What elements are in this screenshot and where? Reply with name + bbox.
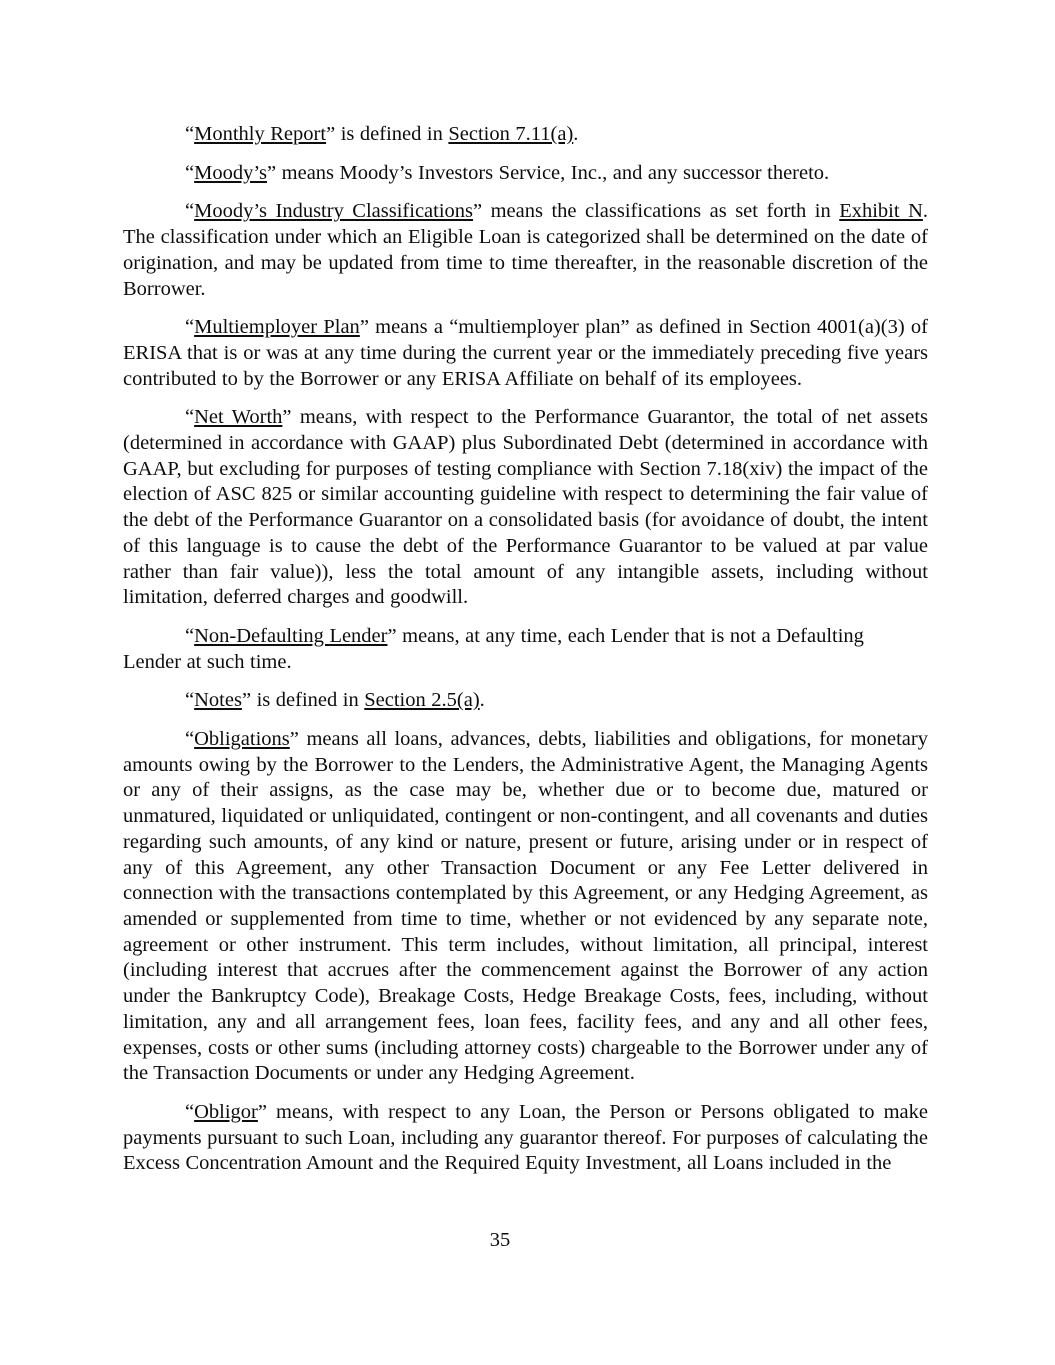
paragraph-text: . xyxy=(479,689,485,712)
definition-paragraph-7 xyxy=(123,688,928,714)
definition-paragraph-2 xyxy=(123,161,928,187)
definition-paragraph-4 xyxy=(123,315,928,392)
paragraph-text: ” means all loans, advances, debts, liabilities and obligations, for monetary amounts owing by the Borrower to the Lenders, the Administrative Agent, the Managing Agents or any of their assigns, as the case may be, whether due or to become due, matured or unmatured, liquidated or unliquidated, contingent or non-contingent, and all covenants and duties regarding such amounts, of any kind or nature, present or future, arising under or in respect of any of this Agreement, any other Transaction Document or any Fee Letter delivered in connection with the transactions contemplated by this Agreement, or any Hedging Agreement, as amended or supplemented from time to time, whether or not evidenced by any separate note, agreement or other instrument. This term includes, without limitation, all principal, interest (including interest that accrues after the commencement against the Borrower of any action under the Bankruptcy Code), Breakage Costs, Hedge Breakage Costs, fees, including, without limitation, any and all arrangement fees, loan fees, facility fees, and any and all other fees, expenses, costs or other sums (including attorney costs) chargeable to the Borrower under any of the Transaction Documents or under any Hedging Agreement. xyxy=(123,728,928,1085)
defined-term: Section 2.5(a) xyxy=(364,689,480,712)
defined-term: Exhibit N xyxy=(839,200,923,223)
paragraph-text: ” means, with respect to the Performance Guarantor, the total of net assets (determined in accordance with GAAP) plus Subordinated Debt (determined in accordance with GAAP, but excluding for purposes of testing compliance with Section 7.18(xiv) the impact of the election of ASC 825 or similar accounting guideline with respect to determining the fair value of the debt of the Performance Guarantor on a consolidated basis (for avoidance of doubt, the intent of this language is to cause the debt of the Performance Guarantor to be valued at par value rather than fair value)), less the total amount of any intangible assets, including without limitation, deferred charges and goodwill. xyxy=(123,406,928,609)
paragraph-text: ” means the classifications as set forth in xyxy=(473,200,840,223)
paragraph-text: “ xyxy=(185,200,195,223)
definition-paragraph-6 xyxy=(123,624,928,675)
paragraph-text: ” means a “multiemployer plan” as defined in Section 4001(a)(3) of ERISA that is or was at any time during the current year or the immediately preceding five years contributed to by the Borrower or any ERISA Affiliate on behalf of its employees. xyxy=(123,316,928,390)
paragraph-text: . The classification under which an Eligible Loan is categorized shall be determined on the date of origination, and may be updated from time to time thereafter, in the reasonable discretion of the Borrower. xyxy=(123,200,928,300)
document-body xyxy=(123,122,928,1190)
defined-term: Obligor xyxy=(194,1100,258,1123)
paragraph-text: “ xyxy=(185,1100,195,1123)
definition-paragraph-8 xyxy=(123,727,928,1087)
paragraph-text: Lender at such time. xyxy=(123,650,292,673)
definition-paragraph-3 xyxy=(123,199,928,302)
paragraph-text: ” is defined in xyxy=(241,689,365,712)
defined-term: Monthly Report xyxy=(194,123,327,145)
defined-term: Multiemployer Plan xyxy=(194,316,360,339)
defined-term: Moody’s Industry Classifications xyxy=(194,200,474,223)
defined-term: Non-Defaulting Lender xyxy=(194,624,388,647)
paragraph-text: “ xyxy=(185,316,195,339)
definition-paragraph-1 xyxy=(123,122,928,148)
defined-term: Moody’s xyxy=(194,161,268,184)
paragraph-text: ” means, at any time, each Lender that is not a Defaulting xyxy=(387,624,864,647)
paragraph-text: “ xyxy=(185,406,195,429)
paragraph-text: ” means, with respect to any Loan, the Person or Persons obligated to make payments pursuant to such Loan, including any guarantor thereof. For purposes of calculating the Excess Concentration Amount and the Required Equity Investment, all Loans included in the xyxy=(123,1100,928,1175)
defined-term: Net Worth xyxy=(194,406,283,429)
definition-paragraph-9 xyxy=(123,1100,928,1177)
paragraph-text: “ xyxy=(185,161,195,184)
paragraph-text: ” means Moody’s Investors Service, Inc., and any successor thereto. xyxy=(267,161,830,184)
paragraph-text: “ xyxy=(185,624,195,647)
paragraph-text: ” is defined in xyxy=(326,123,449,145)
defined-term: Notes xyxy=(194,689,242,712)
definition-paragraph-5 xyxy=(123,405,928,611)
paragraph-text: “ xyxy=(185,689,195,712)
paragraph-text: “ xyxy=(185,123,195,145)
paragraph-text: “ xyxy=(185,728,195,751)
paragraph-text: . xyxy=(573,123,579,145)
defined-term: Section 7.11(a) xyxy=(448,123,574,145)
defined-term: Obligations xyxy=(194,728,290,751)
page-number: 35 xyxy=(489,1229,511,1251)
